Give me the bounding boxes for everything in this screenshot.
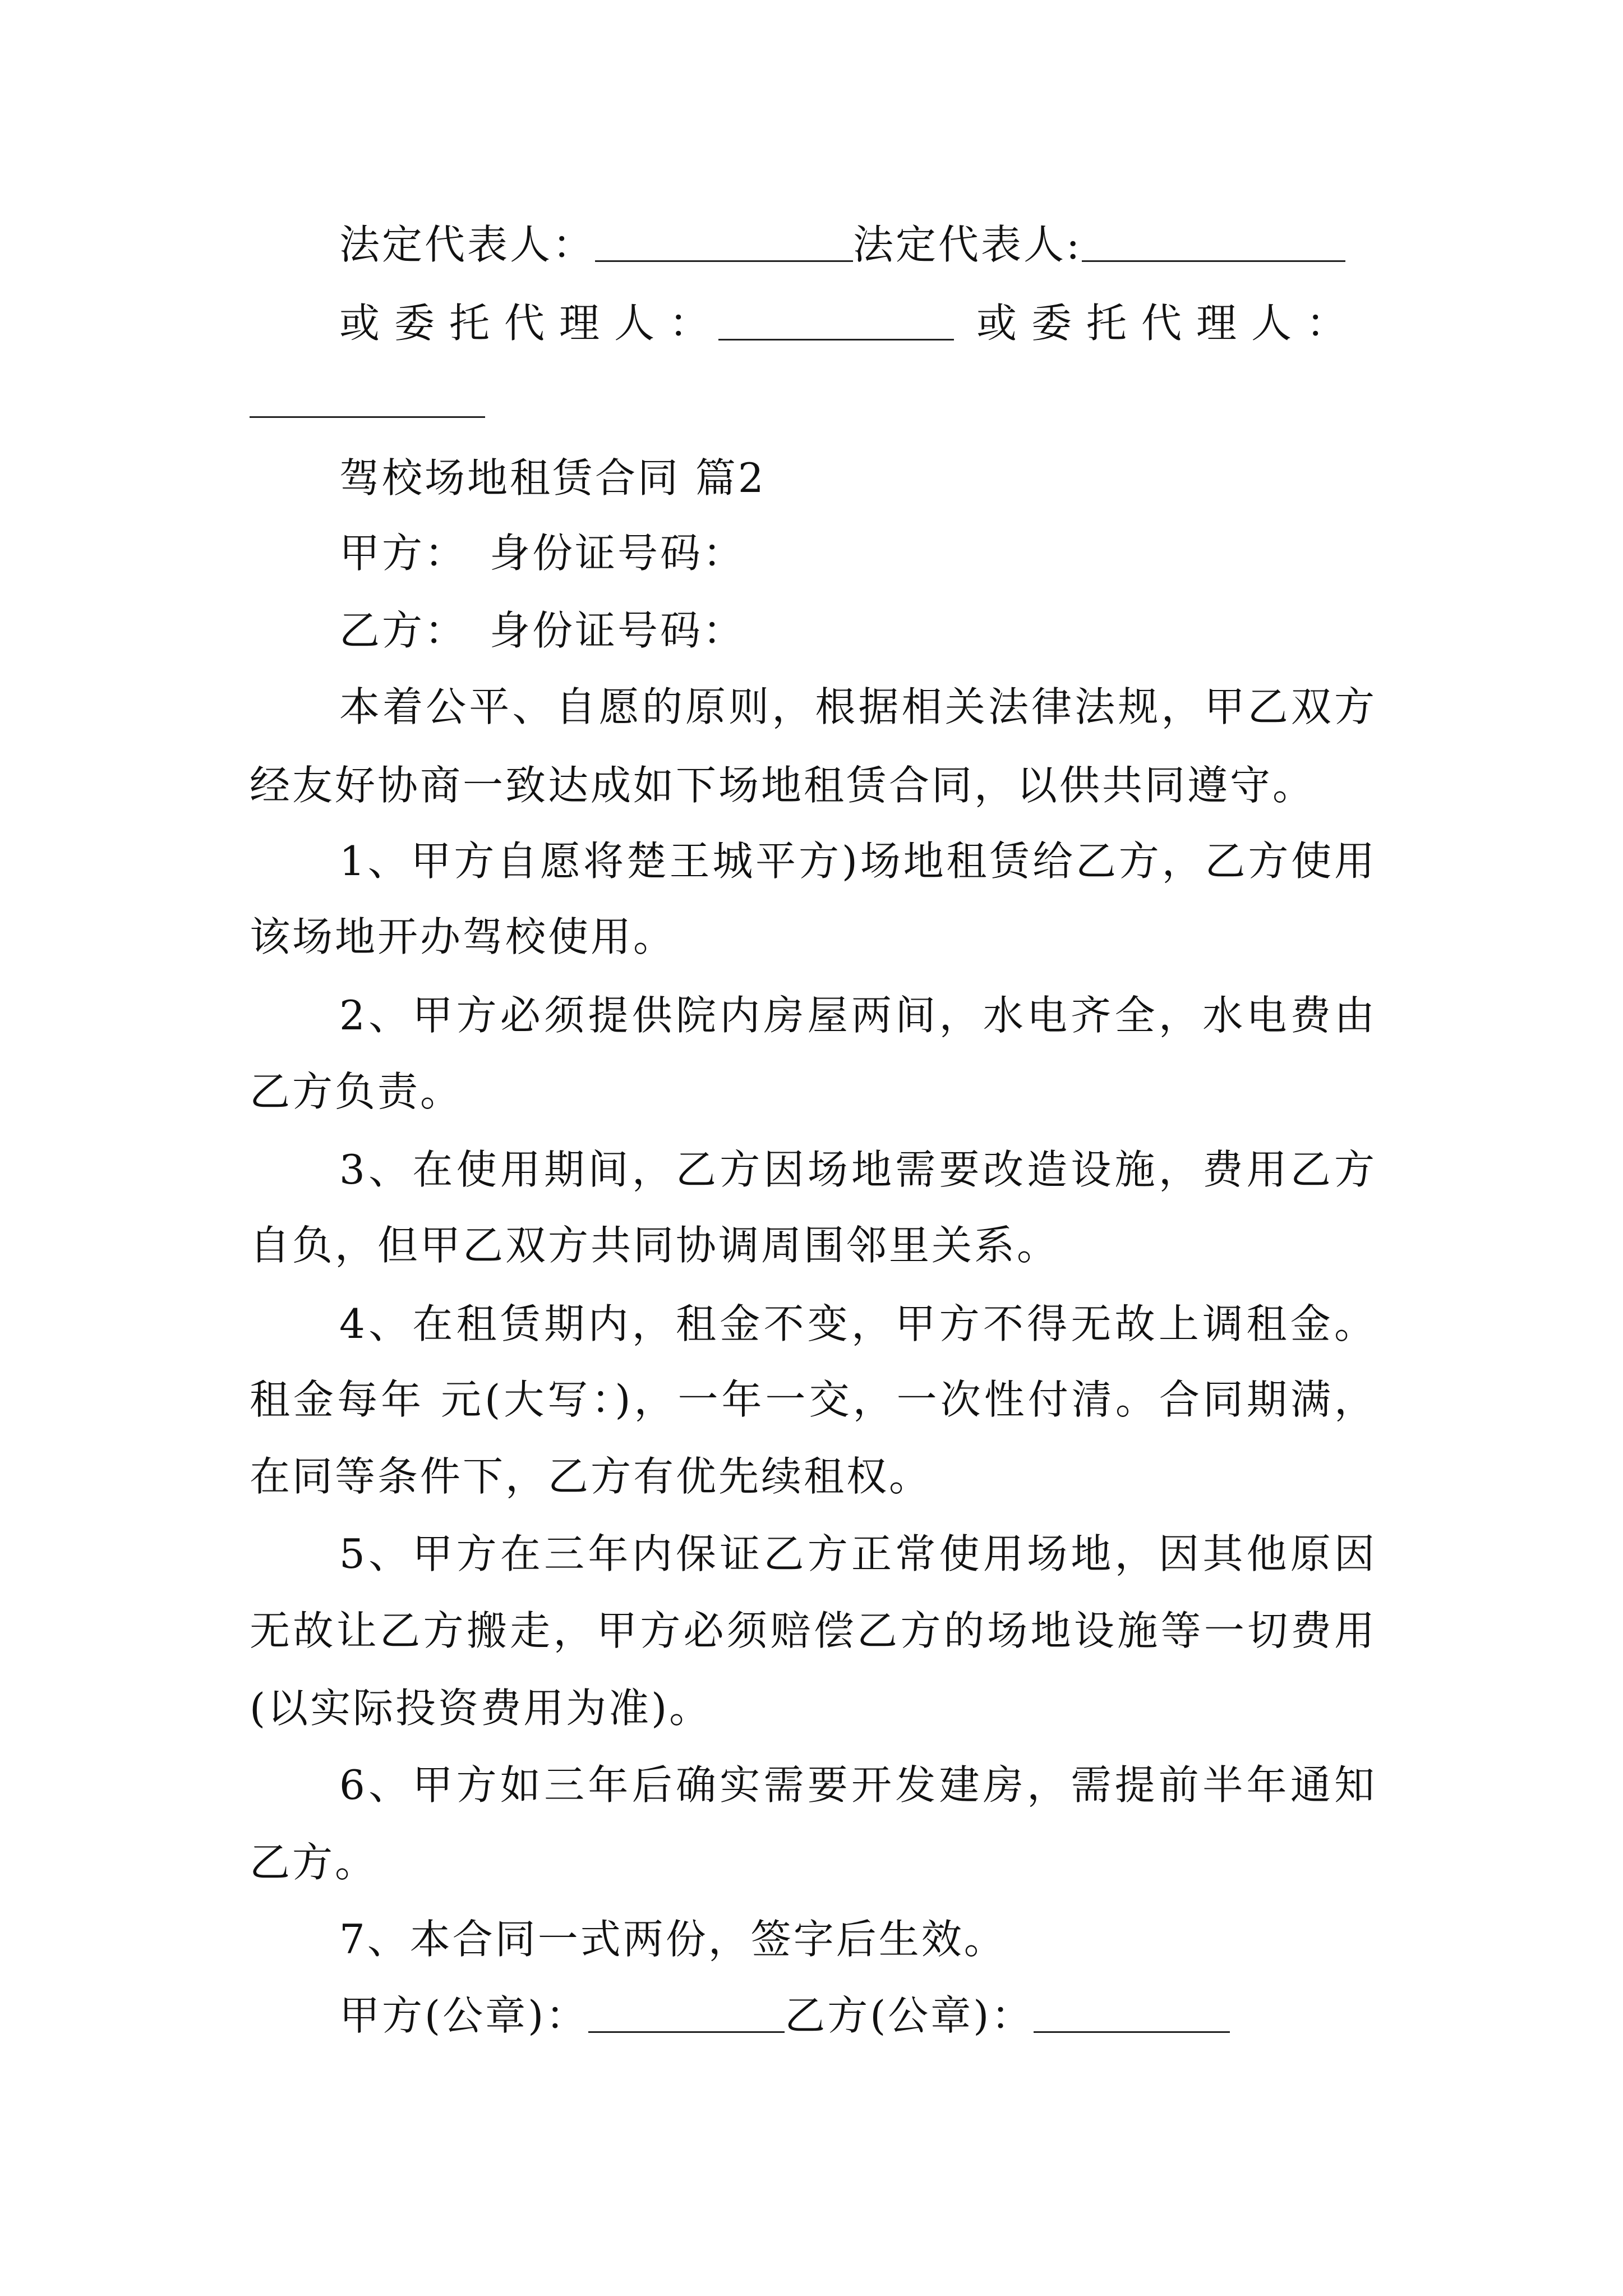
legal-rep-blank-b bbox=[1082, 228, 1345, 262]
agent-blank-b bbox=[250, 416, 485, 418]
clause-1-line: 1、甲方自愿将楚王城平方)场地租赁给乙方，乙方使用 bbox=[339, 838, 1377, 885]
clause-6-line: 乙方。 bbox=[250, 1839, 378, 1886]
clause-5-line: 5、甲方在三年内保证乙方正常使用场地，因其他原因 bbox=[339, 1530, 1377, 1577]
legal-rep-label-a: 法定代表人： bbox=[339, 221, 596, 268]
clause-5-line: (以实际投资费用为准)。 bbox=[250, 1685, 712, 1732]
seal-label-b: 乙方(公章)： bbox=[785, 1992, 1034, 2039]
clause-4-line: 4、在租赁期内，租金不变，甲方不得无故上调租金。 bbox=[339, 1300, 1377, 1347]
paragraph-line: 本着公平、自愿的原则，根据相关法律法规，甲乙双方 bbox=[339, 683, 1377, 730]
legal-rep-blank-a bbox=[595, 228, 853, 262]
clause-1-line: 该场地开办驾校使用。 bbox=[250, 913, 676, 960]
agent-blank-a bbox=[718, 306, 954, 341]
legal-rep-line bbox=[339, 205, 1377, 284]
clause-5-line: 无故让乙方搬走，甲方必须赔偿乙方的场地设施等一切费用 bbox=[250, 1607, 1377, 1654]
clause-6-line: 6、甲方如三年后确实需要开发建房，需提前半年通知 bbox=[339, 1761, 1377, 1809]
seal-blank-a bbox=[588, 1999, 785, 2033]
party-b-line: 乙方： 身份证号码： bbox=[339, 607, 746, 654]
clause-7-line: 7、本合同一式两份，签字后生效。 bbox=[339, 1916, 1007, 1963]
seal-line bbox=[339, 1976, 1377, 2055]
legal-rep-label-b: 法定代表人: bbox=[853, 221, 1082, 268]
clause-2-line: 乙方负责。 bbox=[250, 1068, 463, 1115]
clause-2-line: 2、甲方必须提供院内房屋两间，水电齐全，水电费由 bbox=[339, 992, 1377, 1039]
paragraph-line: 经友好协商一致达成如下场地租赁合同，以供共同遵守。 bbox=[250, 762, 1316, 809]
clause-4-line: 在同等条件下，乙方有优先续租权。 bbox=[250, 1453, 932, 1500]
agent-line bbox=[339, 284, 1377, 362]
agent-label-a: 或委托代理人： bbox=[339, 300, 725, 347]
party-a-line: 甲方： 身份证号码： bbox=[339, 530, 746, 577]
agent-label-b: 或委托代理人： bbox=[976, 300, 1362, 347]
clause-4-line: 租金每年 元(大写：)，一年一交，一次性付清。合同期满， bbox=[250, 1376, 1377, 1423]
contract-heading: 驾校场地租赁合同 篇2 bbox=[339, 454, 766, 501]
seal-blank-b bbox=[1034, 1999, 1230, 2033]
clause-3-line: 自负，但甲乙双方共同协调周围邻里关系。 bbox=[250, 1222, 1060, 1269]
clause-3-line: 3、在使用期间，乙方因场地需要改造设施，费用乙方 bbox=[339, 1146, 1377, 1193]
seal-label-a: 甲方(公章)： bbox=[339, 1992, 589, 2039]
